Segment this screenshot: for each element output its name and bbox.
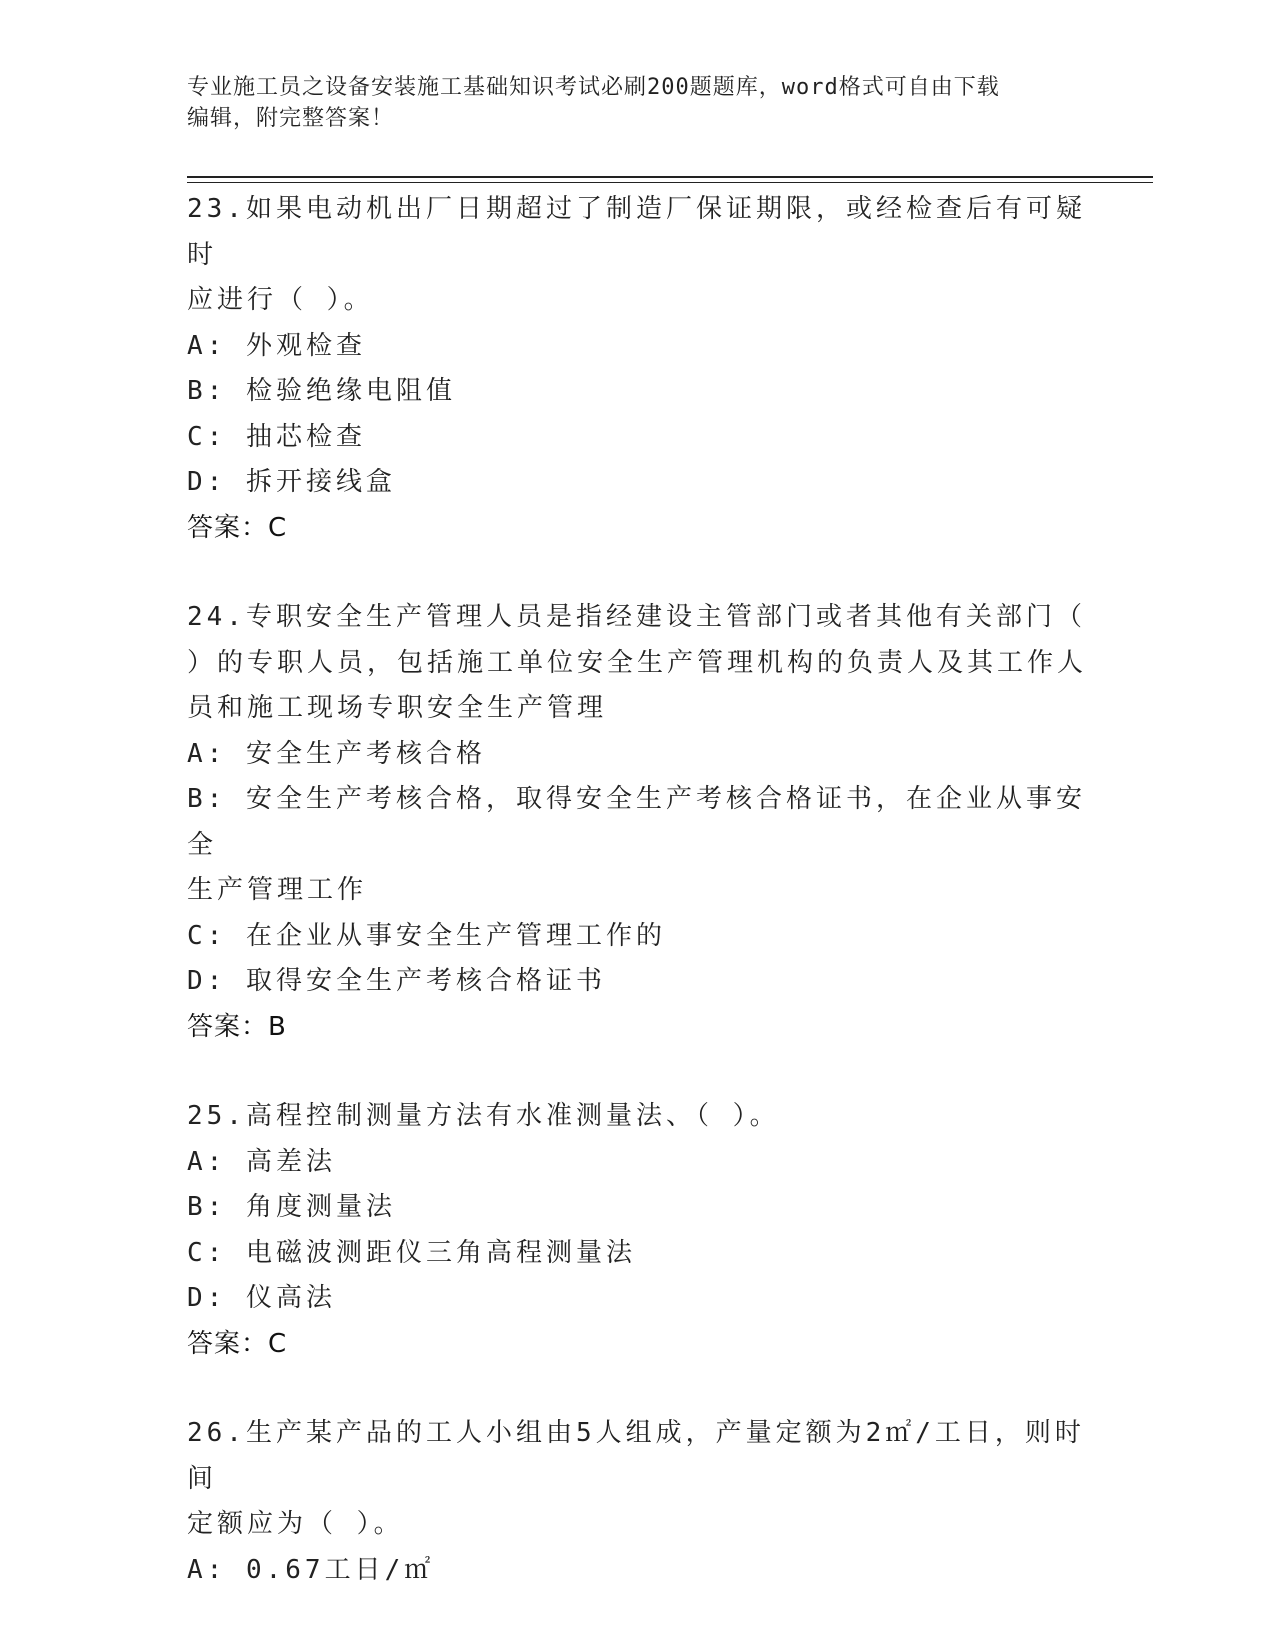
question-text-line: 24.专职安全生产管理人员是指经建设主管部门或者其他有关部门（ xyxy=(187,602,1086,632)
question-text-line: 25.高程控制测量方法有水准测量法、（ ）。 xyxy=(187,1101,780,1131)
question-text-line: 员和施工现场专职安全生产管理 xyxy=(187,693,608,723)
header-line-2: 编辑，附完整答案！ xyxy=(187,106,395,131)
answer-line: 答案：C xyxy=(187,512,288,543)
option-c: C: 抽芯检查 xyxy=(187,421,366,452)
answer-line: 答案：B xyxy=(187,1011,287,1042)
header-rule-thick xyxy=(187,176,1153,178)
option-a: A: 高差法 xyxy=(187,1146,336,1177)
option-a: A: 安全生产考核合格 xyxy=(187,738,486,769)
header-rule-thin xyxy=(187,182,1153,183)
option-b: B: 检验绝缘电阻值 xyxy=(187,376,456,406)
document-header xyxy=(187,72,1067,134)
option-a: A: 外观检查 xyxy=(187,330,366,361)
option-b: B: 角度测量法 xyxy=(187,1192,396,1222)
question-list xyxy=(187,187,1087,1637)
option-b-continued: 生产管理工作 xyxy=(187,875,368,905)
question-text-line: 23.如果电动机出厂日期超过了制造厂保证期限，或经检查后有可疑时 xyxy=(187,194,1086,270)
option-d: D: 拆开接线盒 xyxy=(187,467,396,497)
option-b: B: 安全生产考核合格，取得安全生产考核合格证书，在企业从事安全 xyxy=(187,784,1086,860)
option-c: C: 电磁波测距仪三角高程测量法 xyxy=(187,1237,636,1268)
option-c: C: 在企业从事安全生产管理工作的 xyxy=(187,920,666,951)
question-24 xyxy=(187,595,1087,1050)
question-23 xyxy=(187,187,1087,551)
question-text-line: 定额应为（ ）。 xyxy=(187,1509,404,1539)
header-line-1: 专业施工员之设备安装施工基础知识考试必刷200题题库，word格式可自由下载 xyxy=(187,75,1000,100)
question-26 xyxy=(187,1411,1087,1593)
question-text-line: 应进行（ ）。 xyxy=(187,285,374,315)
option-d: D: 仪高法 xyxy=(187,1283,336,1313)
question-text-line: 26.生产某产品的工人小组由5人组成，产量定额为2㎡/工日，则时间 xyxy=(187,1418,1085,1494)
option-d: D: 取得安全生产考核合格证书 xyxy=(187,966,606,996)
question-text-line: ）的专职人员，包括施工单位安全生产管理机构的负责人及其工作人 xyxy=(187,647,1088,678)
option-a: A: 0.67工日/㎡ xyxy=(187,1554,435,1585)
question-25 xyxy=(187,1094,1087,1367)
answer-line: 答案：C xyxy=(187,1328,288,1359)
